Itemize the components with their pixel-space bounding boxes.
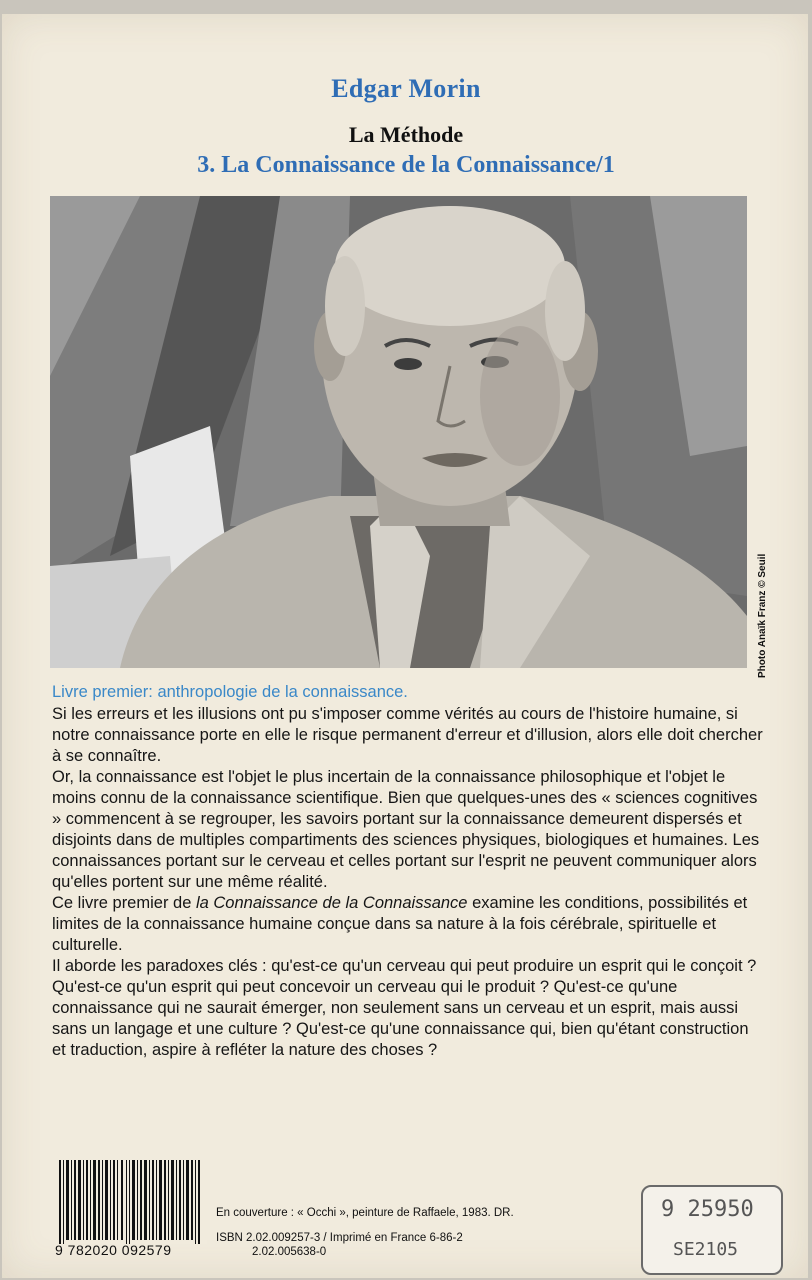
blurb-paragraph-3-start: Ce livre premier de bbox=[52, 894, 196, 912]
price-sticker bbox=[641, 1185, 783, 1275]
author-photo bbox=[50, 196, 747, 668]
isbn-line-1: ISBN 2.02.009257-3 / Imprimé en France 6-86-2 bbox=[216, 1232, 463, 1244]
cover-credit: En couverture : « Occhi », peinture de Raffaele, 1983. DR. bbox=[216, 1207, 514, 1219]
blurb-paragraph-3-end: examine les conditions, possibilités et limites de la connaissance humaine conçue dans sa nature à la fois cérébrale, spirituelle et culturelle. bbox=[52, 894, 748, 954]
book-title-italic: la Connaissance de la Connaissance bbox=[195, 894, 468, 912]
series-title: La Méthode bbox=[348, 122, 464, 147]
blurb-paragraph-2: Or, la connaissance est l'objet le plus incertain de la connaissance philosophique et l'objet le moins connu de la connaissance scientifique. Bien que quelques-unes des « sciences cognitives » commencent à se regrouper, les savoirs portant sur la connaissance demeurent dispersés et disjoints dans de multiples compartiments des sciences physiques, biologiques et humaines. Les connaissances portant sur le cerveau et celles portant sur l'esprit ne peuvent communiquer alors qu'elles portent sur une même réalité. bbox=[52, 768, 760, 891]
blurb-text bbox=[52, 704, 764, 1061]
blurb-paragraph-4: Il aborde les paradoxes clés : qu'est-ce qu'un cerveau qui peut produire un esprit qui le conçoit ? Qu'est-ce qu'un esprit qui peut concevoir un cerveau qui le produit ? Qu'est-ce qu'une connaissance qui ne saurait émerger, non seulement sans un cerveau et un esprit, mais aussi sans un langage et une culture ? Qu'est-ce qu'une connaissance qui, bien qu'étant construction et traduction, aspire à refléter la nature des choses ? bbox=[52, 957, 757, 1059]
isbn-line-2: 2.02.005638-0 bbox=[252, 1246, 327, 1258]
author-name: Edgar Morin bbox=[331, 74, 481, 103]
blurb-paragraph-1: Si les erreurs et les illusions ont pu s'imposer comme vérités au cours de l'histoire humaine, si notre connaissance porte en elle le risque permanent d'erreur et d'illusion, alors elle doit chercher à se connaître. bbox=[52, 705, 763, 765]
blurb-paragraph-3 bbox=[52, 893, 764, 956]
isbn-barcode bbox=[55, 1160, 207, 1260]
sticker-code: SE2105 bbox=[673, 1239, 739, 1260]
barcode-icon bbox=[55, 1160, 207, 1244]
barcode-number: 9 782020 092579 bbox=[55, 1242, 172, 1258]
book-subtitle: Livre premier: anthropologie de la connaissance. bbox=[52, 683, 408, 701]
volume-title: 3. La Connaissance de la Connaissance/1 bbox=[197, 152, 615, 178]
author-portrait-image bbox=[50, 196, 747, 668]
sticker-price: 9 25950 bbox=[661, 1197, 754, 1222]
photo-credit: Photo Anaïk Franz © Seuil bbox=[757, 553, 768, 678]
isbn-info bbox=[216, 1231, 463, 1259]
